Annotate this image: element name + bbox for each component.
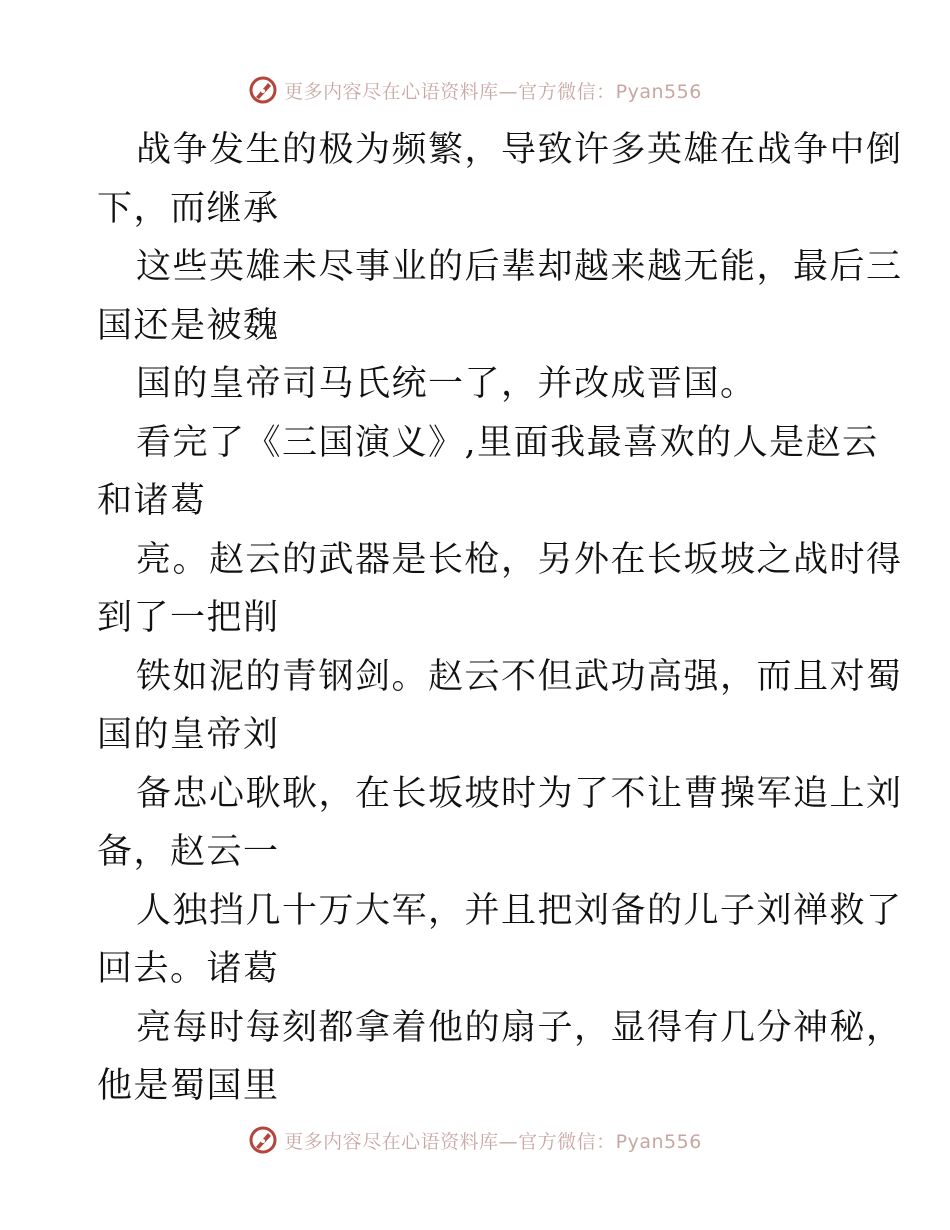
header-banner xyxy=(0,72,950,108)
text-line: 人独挡几十万大军，并且把刘备的儿子刘禅救了 xyxy=(136,890,903,931)
text-line: 战争发生的极为频繁，导致许多英雄在战争中倒 xyxy=(136,130,903,170)
text-line: 看完了《三国演义》,里面我最喜欢的人是赵云 xyxy=(136,422,879,463)
footer-banner xyxy=(0,1122,950,1158)
text-line: 备忠心耿耿，在长坂坡时为了不让曹操军追上刘 xyxy=(136,773,903,814)
pen-nib-logo-icon xyxy=(248,1125,278,1155)
footer-banner-text: 更多内容尽在心语资料库—官方微信：Pyan556 xyxy=(284,1130,702,1153)
text-line: 这些英雄未尽事业的后辈却越来越无能，最后三 xyxy=(136,247,903,287)
text-line: 铁如泥的青钢剑。赵云不但武功高强，而且对蜀 xyxy=(136,656,903,697)
text-line: 亮。赵云的武器是长枪，另外在长坂坡之战时得 xyxy=(136,539,903,580)
text-line: 国的皇帝刘 xyxy=(97,715,280,755)
text-line: 亮每时每刻都拿着他的扇子，显得有几分神秘， xyxy=(136,1007,903,1048)
text-line: 回去。诸葛 xyxy=(97,949,280,989)
text-line: 和诸葛 xyxy=(97,481,207,521)
text-line: 国的皇帝司马氏统一了，并改成晋国。 xyxy=(136,364,757,404)
text-line: 下，而继承 xyxy=(97,188,280,229)
header-banner-text: 更多内容尽在心语资料库—官方微信：Pyan556 xyxy=(284,80,702,103)
text-line: 国还是被魏 xyxy=(97,305,280,346)
pen-nib-logo-icon xyxy=(248,75,278,105)
text-line: 到了一把削 xyxy=(97,598,280,638)
document-body xyxy=(97,121,903,1116)
text-line: 备，赵云一 xyxy=(97,832,280,872)
text-line: 他是蜀国里 xyxy=(97,1066,280,1106)
